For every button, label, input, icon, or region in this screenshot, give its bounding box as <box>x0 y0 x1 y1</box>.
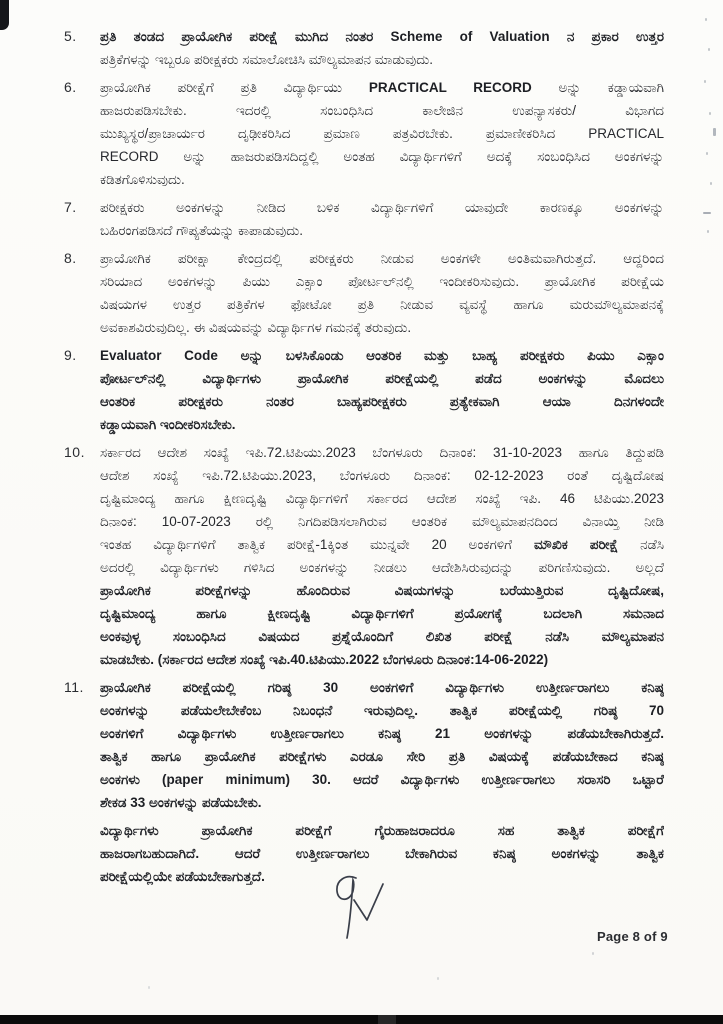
item-text <box>100 676 664 814</box>
text-run: ಇಂತಹ ವಿದ್ಯಾರ್ಥಿಗಳಿಗೆ ತಾತ್ವಿಕ ಪರೀಕ್ಷೆ-1ಕ್ಕಿಂತ ಮುನ್ನವೇ 20 ಅಂಕಗಳಿಗೆ <box>100 537 534 552</box>
text-line: ಹಾಜರಾಗಬಹುದಾಗಿದೆ. ಆದರೆ ಉತ್ತೀರ್ಣರಾಗಲು ಬೇಕಾಗಿರುವ ಕನಿಷ್ಠ ಅಂಕಗಳನ್ನು ತಾತ್ವಿಕ <box>100 846 664 861</box>
text-line: ಪ್ರಾಯೋಗಿಕ ಪರೀಕ್ಷೆಗಳನ್ನು ಹೊಂದಿರುವ ವಿಷಯಗಳನ್ನು ಬರೆಯುತ್ತಿರುವ ದೃಷ್ಟಿದೋಷ, <box>100 583 664 598</box>
text-line: ಆಂತರಿಕ ಪರೀಕ್ಷಕರು ನಂತರ ಬಾಹ್ಯಪರೀಕ್ಷಕರು ಪ್ರತ್ಯೇಕವಾಗಿ ಆಯಾ ದಿನಗಳಂದೇ <box>100 394 664 409</box>
scan-edge-bar <box>0 1015 723 1024</box>
scan-speck <box>709 112 711 115</box>
text-line: ಪ್ರಾಯೋಗಿಕ ಪರೀಕ್ಷೆಯಲ್ಲಿ ಗರಿಷ್ಠ 30 ಅಂಕಗಳಿಗೆ ವಿದ್ಯಾರ್ಥಿಗಳು ಉತ್ತೀರ್ಣರಾಗಲು ಕನಿಷ್ಠ <box>100 680 664 695</box>
scan-speck <box>705 18 707 21</box>
text-run: ಅನ್ನು ಕಡ್ಡಾಯವಾಗಿ <box>531 80 664 95</box>
text-line: ಶೇಕಡ 33 ಅಂಕಗಳನ್ನು ಪಡೆಯಬೇಕು. <box>100 795 262 810</box>
item-number: 6. <box>64 79 77 95</box>
list-item <box>64 344 664 436</box>
text-line: ದೃಷ್ಟಿಮಾಂದ್ಯ ಹಾಗೂ ಕ್ಷೀಣದೃಷ್ಟಿ ವಿದ್ಯಾರ್ಥಿಗಳಿಗೆ ಸರ್ಕಾರದ ಆದೇಶ ಸಂಖ್ಯೆ ಇಪಿ. 46 ಟಿಪಿಯು.2023 <box>100 491 664 506</box>
item-number: 5. <box>64 28 77 44</box>
text-line <box>100 76 664 99</box>
scan-speck <box>704 80 706 83</box>
text-line: ಅಂಕವುಳ್ಳ ಸಂಬಂಧಿಸಿದ ವಿಷಯದ ಪ್ರಶ್ನೆಯೊಂದಿಗೆ ಲಿಖಿತ ಪರೀಕ್ಷೆ ನಡೆಸಿ ಮೌಲ್ಯಮಾಪನ <box>100 629 664 644</box>
text-line: ದೃಷ್ಟಿಮಾಂದ್ಯ ಹಾಗೂ ಕ್ಷೀಣದೃಷ್ಟಿ ವಿದ್ಯಾರ್ಥಿಗಳಿಗೆ ಪ್ರಯೋಗಕ್ಕೆ ಬದಲಾಗಿ ಸಮನಾದ <box>100 606 664 621</box>
scan-speck <box>592 952 594 955</box>
item-text <box>100 196 664 242</box>
text-line: ಸರಿಯಾದ ಅಂಕಗಳನ್ನು ಪಿಯು ಎಕ್ಸಾಂ ಪೋರ್ಟಲ್‌ನಲ್ಲಿ ಇಂದೀಕರಿಸುವುದು. ಪ್ರಾಯೋಗಿಕ ಪರೀಕ್ಷೆಯ <box>100 274 664 289</box>
list-item <box>64 25 664 71</box>
list-item <box>64 676 664 814</box>
page-number: Page 8 of 9 <box>597 929 668 944</box>
scan-speck <box>703 212 711 214</box>
scan-speck <box>710 182 712 185</box>
list-item <box>64 247 664 339</box>
text-line: ಕಡಿತಗೊಳಿಸುವುದು. <box>100 172 185 187</box>
list-item <box>64 196 664 242</box>
item-text <box>100 344 664 436</box>
text-line: ಅವಕಾಶವಿರುವುದಿಲ್ಲ. ಈ ವಿಷಯವನ್ನು ವಿದ್ಯಾರ್ಥಿಗಳ ಗಮನಕ್ಕೆ ತರುವುದು. <box>100 320 412 335</box>
text-line: ಪೋರ್ಟಲ್‌ನಲ್ಲಿ ವಿದ್ಯಾರ್ಥಿಗಳು ಪ್ರಾಯೋಗಿಕ ಪರೀಕ್ಷೆಯಲ್ಲಿ ಪಡೆದ ಅಂಕಗಳನ್ನು ಮೊದಲು <box>100 371 664 386</box>
text-line: Evaluator Code ಅನ್ನು ಬಳಸಿಕೊಂಡು ಆಂತರಿಕ ಮತ್ತು ಬಾಹ್ಯ ಪರೀಕ್ಷಕರು ಪಿಯು ಎಕ್ಸಾಂ <box>100 348 664 363</box>
text-run: ಮೌಖಿಕ ಪರೀಕ್ಷೆ <box>533 537 619 552</box>
text-line: ಅಂಕಗಳನ್ನು ಪಡೆಯಲೇಬೇಕೆಂಬ ನಿಬಂಧನೆ ಇರುವುದಿಲ್ಲ. ತಾತ್ವಿಕ ಪರೀಕ್ಷೆಯಲ್ಲಿ ಗರಿಷ್ಠ 70 <box>100 703 664 718</box>
text-line: ಪತ್ರಿಕೆಗಳನ್ನು ಇಬ್ಬರೂ ಪರೀಕ್ಷಕರು ಸಮಾಲೋಚಿಸಿ ಮೌಲ್ಯಮಾಪನ ಮಾಡುವುದು. <box>100 52 434 67</box>
text-line: ಪ್ರತಿ ತಂಡದ ಪ್ರಾಯೋಗಿಕ ಪರೀಕ್ಷೆ ಮುಗಿದ ನಂತರ Scheme of Valuation ನ ಪ್ರಕಾರ ಉತ್ತರ <box>100 29 664 44</box>
text-line: ಅದರಲ್ಲಿ ವಿದ್ಯಾರ್ಥಿಗಳು ಗಳಿಸಿದ ಅಂಕಗಳನ್ನು ನೀಡಲು ಆದೇಶಿಸಿರುವುದನ್ನು ಪರಿಗಣಿಸುವುದು. ಅಲ್ಲದೆ <box>100 560 664 575</box>
text-line: ಅಂಕಗಳು (paper minimum) 30. ಆದರೆ ವಿದ್ಯಾರ್ಥಿಗಳು ಉತ್ತೀರ್ಣರಾಗಲು ಸರಾಸರಿ ಒಟ್ಟಾರೆ <box>100 772 664 787</box>
text-line: ಮಾಡಬೇಕು. (ಸರ್ಕಾರದ ಆದೇಶ ಸಂಖ್ಯೆ ಇಪಿ.40.ಟಿಪಿಯು.2022 ಬೆಂಗಳೂರು ದಿನಾಂಕ:14-06-2022) <box>100 652 549 667</box>
text-line: ತಾತ್ವಿಕ ಹಾಗೂ ಪ್ರಾಯೋಗಿಕ ಪರೀಕ್ಷೆಗಳು ಎರಡೂ ಸೇರಿ ಪ್ರತಿ ವಿಷಯಕ್ಕೆ ಪಡೆಯಬೇಕಾದ ಕನಿಷ್ಠ <box>100 749 664 764</box>
item-number: 11. <box>64 679 84 695</box>
item-number: 10. <box>64 444 85 460</box>
text-line: ಆದೇಶ ಸಂಖ್ಯೆ ಇಪಿ.72.ಟಿಪಿಯು.2023, ಬೆಂಗಳೂರು ದಿನಾಂಕ: 02-12-2023 ರಂತೆ ದೃಷ್ಟಿದೋಷ <box>100 468 664 483</box>
scan-speck <box>706 152 708 155</box>
text-line: ಹಾಜರುಪಡಿಸಬೇಕು. ಇದರಲ್ಲಿ ಸಂಬಂಧಿಸಿದ ಕಾಲೇಜಿನ ಉಪನ್ಯಾಸಕರು/ ವಿಭಾಗದ <box>100 103 664 118</box>
scan-speck <box>713 128 716 136</box>
item-number: 8. <box>64 250 77 266</box>
text-run: ಪ್ರಾಯೋಗಿಕ ಪರೀಕ್ಷೆಗೆ ಪ್ರತಿ ವಿದ್ಯಾರ್ಥಿಯು <box>100 80 369 95</box>
text-line: ಸರ್ಕಾರದ ಆದೇಶ ಸಂಖ್ಯೆ ಇಪಿ.72.ಟಿಪಿಯು.2023 ಬೆಂಗಳೂರು ದಿನಾಂಕ: 31-10-2023 ಹಾಗೂ ತಿದ್ದುಪಡಿ <box>100 445 664 460</box>
item-text <box>100 76 664 191</box>
text-line: ವಿಷಯಗಳ ಉತ್ತರ ಪತ್ರಿಕೆಗಳ ಫೋಟೋ ಪ್ರತಿ ನೀಡುವ ವ್ಯವಸ್ಥೆ ಹಾಗೂ ಮರುಮೌಲ್ಯಮಾಪನಕ್ಕೆ <box>100 297 664 312</box>
item-text <box>100 441 664 671</box>
text-line: RECORD ಅನ್ನು ಹಾಜರುಪಡಿಸದಿದ್ದಲ್ಲಿ ಅಂತಹ ವಿದ್ಯಾರ್ಥಿಗಳಿಗೆ ಅದಕ್ಕೆ ಸಂಬಂಧಿಸಿದ ಅಂಕಗಳನ್ನು <box>100 149 664 164</box>
text-line: ಪರೀಕ್ಷೆಯಲ್ಲಿಯೇ ಪಡೆಯಬೇಕಾಗುತ್ತದೆ. <box>100 869 265 884</box>
text-line: ವಿದ್ಯಾರ್ಥಿಗಳು ಪ್ರಾಯೋಗಿಕ ಪರೀಕ್ಷೆಗೆ ಗೈರುಹಾಜರಾದರೂ ಸಹ ತಾತ್ವಿಕ ಪರೀಕ್ಷೆಗೆ <box>100 823 664 838</box>
text-line: ಅಂಕಗಳಿಗೆ ವಿದ್ಯಾರ್ಥಿಗಳು ಉತ್ತೀರ್ಣರಾಗಲು ಕನಿಷ್ಠ 21 ಅಂಕಗಳನ್ನು ಪಡೆಯಬೇಕಾಗಿರುತ್ತದೆ. <box>100 726 664 741</box>
scan-corner-mark <box>0 0 9 30</box>
scan-speck <box>707 230 709 233</box>
scan-speck <box>708 48 710 51</box>
text-line: ದಿನಾಂಕ: 10-07-2023 ರಲ್ಲಿ ನಿಗದಿಪಡಿಸಲಾಗಿರುವ ಆಂತರಿಕ ಮೌಲ್ಯಮಾಪನದಿಂದ ವಿನಾಯ್ತಿ ನೀಡಿ <box>100 514 664 529</box>
text-line: ಪ್ರಾಯೋಗಿಕ ಪರೀಕ್ಷಾ ಕೇಂದ್ರದಲ್ಲಿ ಪರೀಕ್ಷಕರು ನೀಡುವ ಅಂಕಗಳೇ ಅಂತಿಮವಾಗಿರುತ್ತದೆ. ಆದ್ದರಿಂದ <box>100 251 664 266</box>
text-line: ಬಹಿರಂಗಪಡಿಸದೆ ಗೌಪ್ಯತೆಯನ್ನು ಕಾಪಾಡುವುದು. <box>100 223 304 238</box>
scan-speck <box>437 977 439 980</box>
list-item <box>64 441 664 671</box>
text-run: PRACTICAL RECORD <box>368 80 532 95</box>
text-line: ಮುಖ್ಯಸ್ಥರ/ಪ್ರಾಚಾರ್ಯರ ದೃಢೀಕರಿಸಿದ ಪ್ರಮಾಣ ಪತ್ರವಿರಬೇಕು. ಪ್ರಮಾಣೀಕರಿಸಿದ PRACTICAL <box>100 126 664 141</box>
text-line: ಪರೀಕ್ಷಕರು ಅಂಕಗಳನ್ನು ನೀಡಿದ ಬಳಿಕ ವಿದ್ಯಾರ್ಥಿಗಳಿಗೆ ಯಾವುದೇ ಕಾರಣಕ್ಕೂ ಅಂಕಗಳನ್ನು <box>100 200 664 215</box>
item-text <box>100 247 664 339</box>
scan-edge-bar-notch <box>378 1015 396 1024</box>
signature-icon <box>326 872 398 952</box>
items-list <box>64 25 664 893</box>
text-line: ಕಡ್ಡಾಯವಾಗಿ ಇಂದೀಕರಿಸಬೇಕು. <box>100 417 236 432</box>
scan-speck <box>148 986 150 989</box>
item-text <box>100 25 664 71</box>
list-item <box>64 76 664 191</box>
item-number: 9. <box>64 347 77 363</box>
text-run: ನಡೆಸಿ <box>618 537 664 552</box>
item-number: 7. <box>64 199 77 215</box>
text-line <box>100 533 664 556</box>
item-number <box>64 819 100 888</box>
